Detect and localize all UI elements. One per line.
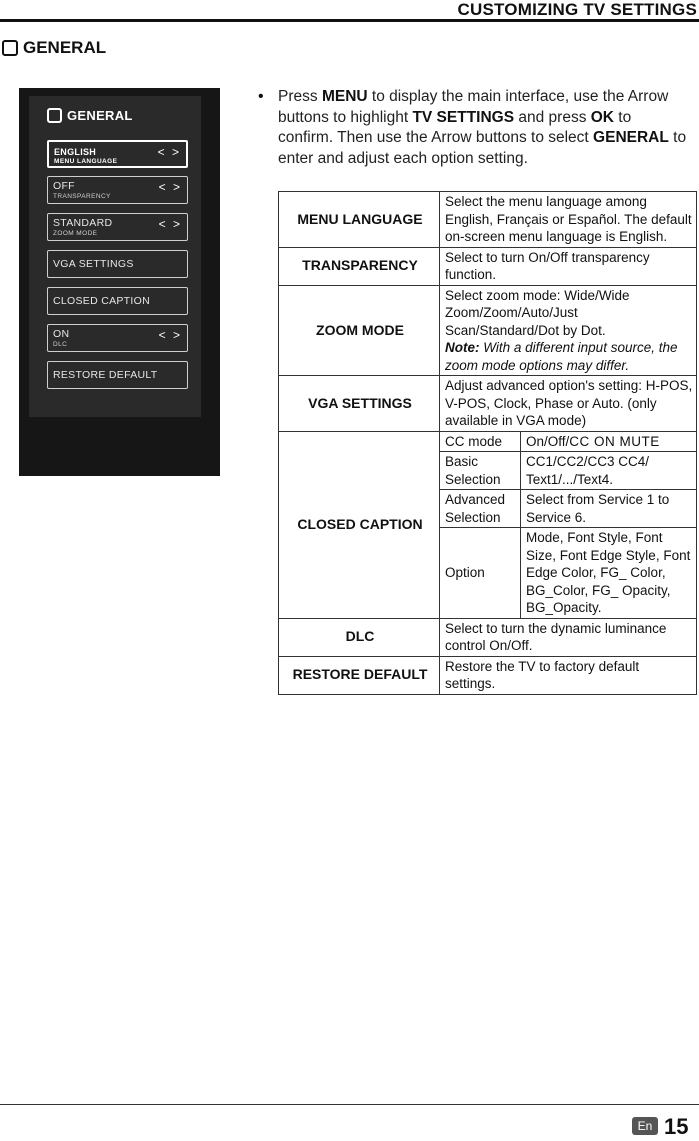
cc-sub-value [521, 431, 697, 452]
table-row [279, 285, 697, 376]
feature-description: Select to turn the dynamic luminance control On/Off. [440, 618, 697, 656]
tv-menu-item-closed-caption [47, 287, 188, 315]
table-row [279, 247, 697, 285]
square-icon [47, 108, 62, 123]
instruction-text: to enter and adjust each option setting. [278, 129, 687, 167]
cc-sub-name: CC mode [440, 431, 521, 452]
settings-table [278, 191, 697, 695]
cc-sub-name: Basic Selection [440, 452, 521, 490]
tv-menu-item-transparency [47, 176, 188, 204]
tv-menu-item-zoom-mode [47, 213, 188, 241]
instruction-text: to confirm. Then use the Arrow buttons to select [278, 108, 632, 146]
tv-menu-item-sublabel: DLC [53, 341, 68, 348]
page-number: 15 [664, 1114, 689, 1139]
ok-key-label: OK [590, 108, 614, 126]
left-right-arrows-icon: < > [158, 180, 182, 194]
cc-sub-value: CC1/CC2/CC3 CC4/ Text1/.../Text4. [521, 452, 697, 490]
header-divider [0, 19, 699, 22]
tv-menu-item-menu-language [47, 140, 188, 168]
cc-sub-name: Advanced Selection [440, 490, 521, 528]
tv-settings-label: TV SETTINGS [412, 108, 515, 126]
tv-menu-panel [29, 96, 201, 417]
feature-name: ZOOM MODE [279, 285, 440, 376]
tv-menu-item-value: STANDARD [53, 217, 113, 229]
footer-divider [0, 1104, 699, 1105]
feature-name: DLC [279, 618, 440, 656]
note-text: With a different input source, the zoom mode options may differ. [445, 340, 678, 373]
tv-menu-item-restore-default [47, 361, 188, 389]
bullet-marker: • [258, 88, 264, 105]
cc-sub-value: Select from Service 1 to Service 6. [521, 490, 697, 528]
feature-name: TRANSPARENCY [279, 247, 440, 285]
feature-description [440, 285, 697, 376]
feature-name: CLOSED CAPTION [279, 431, 440, 618]
left-right-arrows-icon: < > [158, 328, 182, 342]
tv-menu-item-value: CLOSED CAPTION [53, 295, 150, 307]
tv-menu-item-sublabel: MENU LANGUAGE [54, 158, 118, 165]
left-right-arrows-icon: < > [158, 217, 182, 231]
feature-description: Select to turn On/Off transparency function. [440, 247, 697, 285]
tv-menu-item-sublabel: TRANSPARENCY [53, 193, 111, 200]
table-row [279, 376, 697, 432]
feature-name: MENU LANGUAGE [279, 192, 440, 248]
table-row [279, 656, 697, 694]
feature-description: Adjust advanced option's setting: H-POS, V-POS, Clock, Phase or Auto. (only available in VGA mode) [440, 376, 697, 432]
left-right-arrows-icon: < > [157, 145, 181, 159]
zoom-mode-text: Select zoom mode: Wide/Wide Zoom/Zoom/Auto/Just Scan/Standard/Dot by Dot. [445, 287, 630, 338]
table-row [279, 431, 697, 452]
cc-sub-value: Mode, Font Style, Font Size, Font Edge Style, Font Edge Color, FG_ Color, BG_Color, FG_ Opacity, BG_Opacity. [521, 528, 697, 619]
menu-key-label: MENU [321, 88, 368, 105]
table-row [279, 618, 697, 656]
cc-mode-values: On/Off/ [526, 433, 570, 449]
tv-menu-item-dlc [47, 324, 188, 352]
instruction-text: and press [514, 108, 591, 126]
tv-menu-item-value: ON [53, 328, 70, 340]
section-heading [2, 38, 106, 58]
tv-menu-item-value: OFF [53, 180, 75, 192]
feature-name: RESTORE DEFAULT [279, 656, 440, 694]
cc-sub-name: Option [440, 528, 521, 619]
tv-menu-item-value: ENGLISH [54, 147, 97, 157]
instruction-paragraph [278, 87, 688, 169]
language-badge: En [632, 1117, 658, 1135]
instruction-text: Press [278, 88, 322, 105]
square-icon [2, 40, 18, 56]
page-header-title: CUSTOMIZING TV SETTINGS [457, 0, 697, 19]
feature-description: Select the menu language among English, Français or Español. The default on-screen menu language is English. [440, 192, 697, 248]
instruction-text: to display the main interface, use the Arrow buttons to highlight [278, 88, 669, 126]
section-title: GENERAL [23, 38, 107, 57]
tv-menu-title: GENERAL [67, 108, 133, 123]
tv-menu-item-value: RESTORE DEFAULT [53, 369, 158, 381]
feature-name: VGA SETTINGS [279, 376, 440, 432]
general-label: GENERAL [593, 129, 669, 146]
cc-on-mute: CC ON MUTE [569, 433, 660, 449]
tv-menu-heading [47, 108, 133, 123]
table-row [279, 192, 697, 248]
tv-menu-item-vga-settings [47, 250, 188, 278]
note-label: Note: [445, 340, 480, 355]
tv-menu-item-value: VGA SETTINGS [53, 258, 134, 270]
tv-menu-item-sublabel: ZOOM MODE [53, 230, 98, 237]
feature-description: Restore the TV to factory default settings. [440, 656, 697, 694]
tv-menu-illustration [19, 88, 220, 476]
